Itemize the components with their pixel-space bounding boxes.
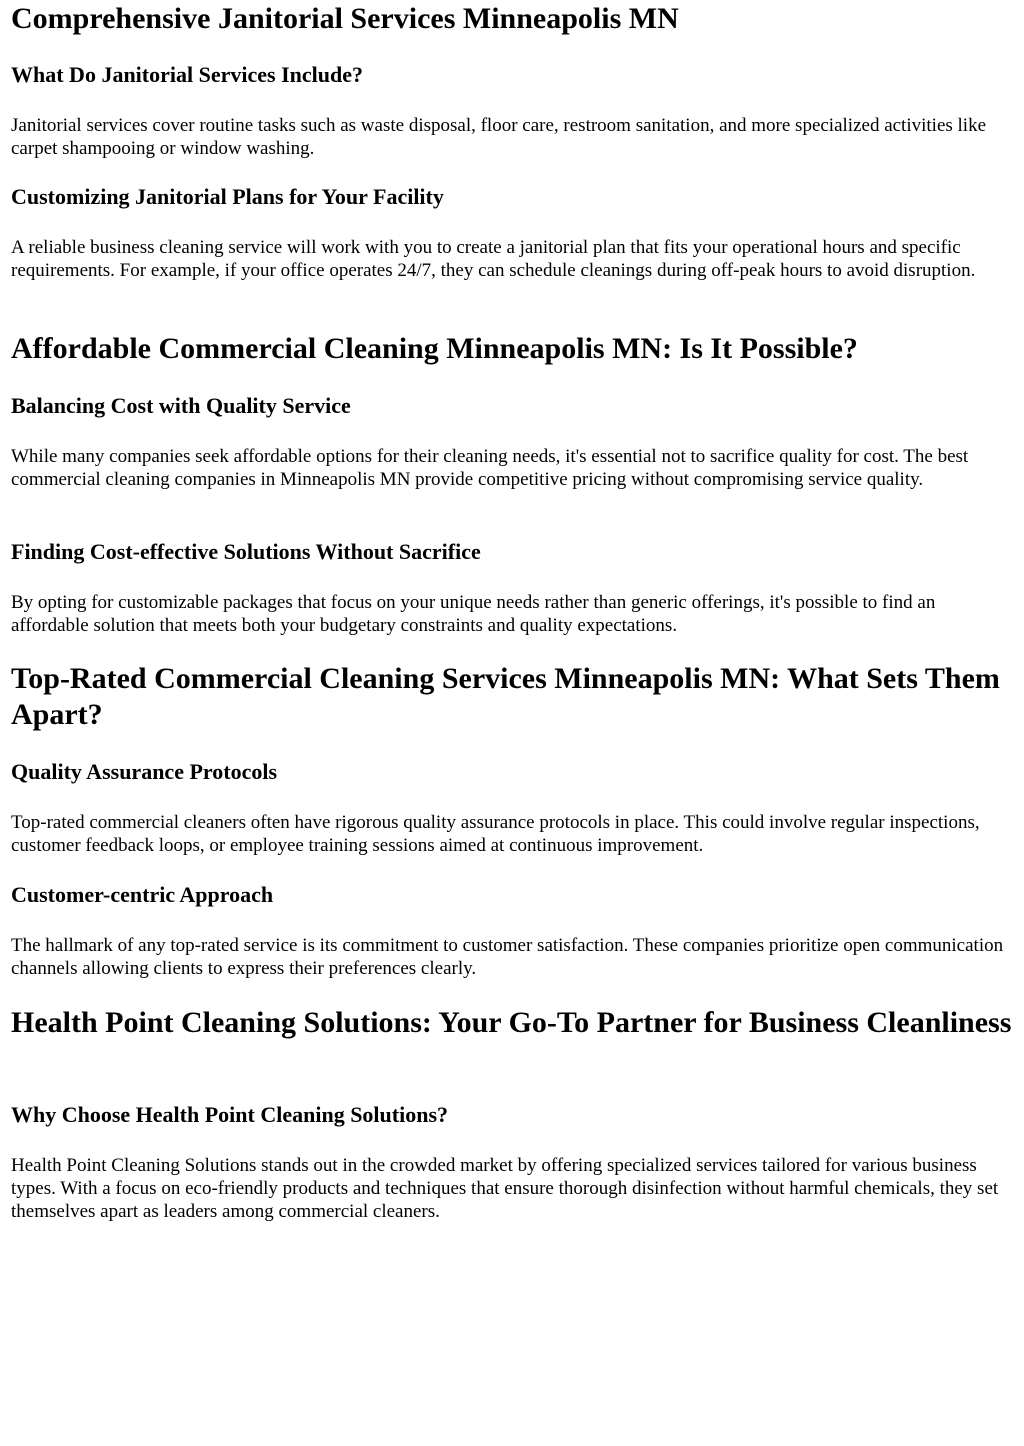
why-heading: Why Choose Health Point Cleaning Solutions? bbox=[11, 1102, 449, 1127]
finding-paragraph: By opting for customizable packages that focus on your unique needs rather than generic offerings, it's possible to find an affordable solution that meets both your budgetary constraints and quality expectations. bbox=[11, 592, 936, 636]
customizing-paragraph: A reliable business cleaning service will work with you to create a janitorial plan that fits your operational hours and specific requirements. For example, if your office operates 24/7, they can schedule cleanings during off-peak hours to avoid disruption. bbox=[11, 237, 976, 281]
balancing-heading: Balancing Cost with Quality Service bbox=[11, 393, 351, 418]
why-paragraph: Health Point Cleaning Solutions stands out in the crowded market by offering specialized services tailored for various business types. With a focus on eco-friendly products and techniques that ensure thorough disinfection without harmful chemicals, they set themselves apart as leaders among commercial cleaners. bbox=[11, 1155, 999, 1222]
quality-paragraph: Top-rated commercial cleaners often have rigorous quality assurance protocols in place. This could involve regular inspections, customer feedback loops, or employee training sessions aimed at continuous improvement. bbox=[11, 812, 980, 856]
customizing-heading: Customizing Janitorial Plans for Your Facility bbox=[11, 184, 444, 209]
balancing-paragraph: While many companies seek affordable options for their cleaning needs, it's essential not to sacrifice quality for cost. The best commercial cleaning companies in Minneapolis MN provide competitive pricing without compromising service quality. bbox=[11, 446, 969, 490]
healthpoint-heading: Health Point Cleaning Solutions: Your Go-To Partner for Business Cleanliness bbox=[11, 1006, 1012, 1039]
toprated-heading: Top-Rated Commercial Cleaning Services Minneapolis MN: What Sets Them Apart? bbox=[11, 662, 1000, 731]
quality-heading: Quality Assurance Protocols bbox=[11, 759, 278, 784]
customer-heading: Customer-centric Approach bbox=[11, 882, 274, 907]
finding-heading: Finding Cost-effective Solutions Without Sacrifice bbox=[11, 539, 481, 564]
include-heading: What Do Janitorial Services Include? bbox=[11, 62, 363, 87]
main-heading: Comprehensive Janitorial Services Minneapolis MN bbox=[11, 2, 679, 35]
affordable-heading: Affordable Commercial Cleaning Minneapolis MN: Is It Possible? bbox=[11, 332, 858, 365]
customer-paragraph: The hallmark of any top-rated service is its commitment to customer satisfaction. These companies prioritize open communication channels allowing clients to express their preferences clearly. bbox=[11, 935, 1004, 979]
include-paragraph: Janitorial services cover routine tasks such as waste disposal, floor care, restroom sanitation, and more specialized activities like carpet shampooing or window washing. bbox=[11, 115, 987, 159]
